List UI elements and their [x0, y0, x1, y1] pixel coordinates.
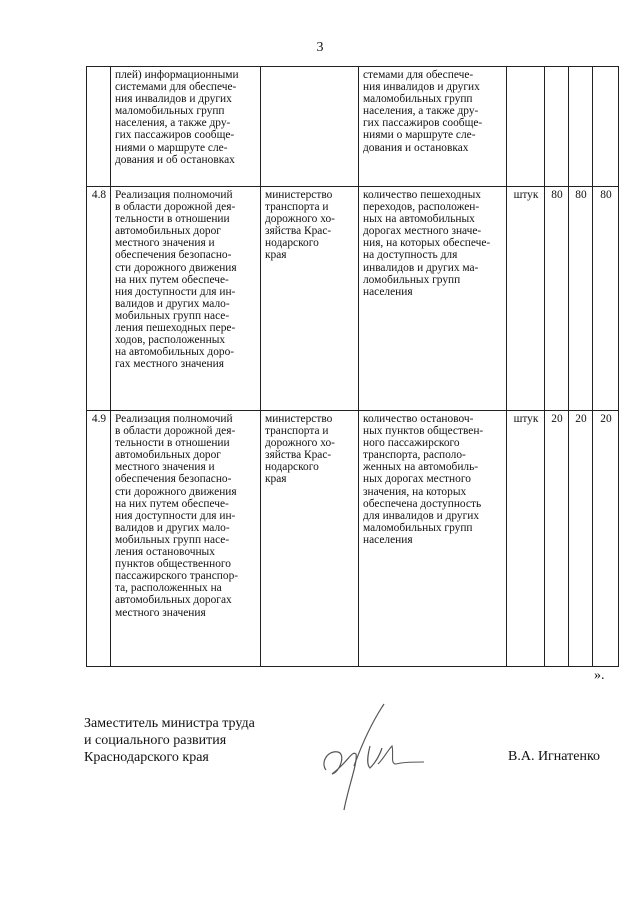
cell-line: на них путем обеспече-	[115, 497, 229, 510]
page-number: 3	[316, 40, 324, 55]
cell-line: населения	[363, 285, 413, 298]
cell-line: в области дорожной дея-	[115, 201, 236, 214]
cell-line: зяйства Крас-	[265, 225, 332, 238]
signer-position-line: и социального развития	[84, 733, 227, 748]
cell-line: министерство	[265, 189, 333, 201]
cell-line: ния инвалидов и других	[363, 81, 480, 94]
executor-cell	[261, 67, 359, 187]
table-row	[87, 411, 619, 667]
cell-line: количество остановоч-	[363, 413, 474, 425]
cell-line: автомобильных дорог	[115, 225, 221, 238]
cell-line: ломобильных групп	[363, 273, 461, 286]
measures-table	[86, 66, 619, 667]
cell-line: автомобильных дорог	[115, 449, 221, 462]
cell-line: валидов и других мало-	[115, 521, 230, 534]
cell-line: транспорта и	[265, 425, 329, 438]
cell-line: плей) информационными	[115, 69, 239, 81]
cell-line: количество пешеходных	[363, 189, 481, 201]
indicator-cell	[359, 187, 507, 411]
cell-line: женных на автомобиль-	[363, 461, 479, 474]
cell-line: местного значения и	[115, 237, 215, 250]
cell-line: нодарского	[265, 237, 319, 250]
cell-line: системами для обеспече-	[115, 81, 237, 94]
cell-line: населения, а также дру-	[363, 105, 479, 118]
cell-line: ниями о маршруте сле-	[363, 129, 476, 142]
measure-name-cell	[111, 187, 261, 411]
cell-line: гих пассажиров сообще-	[363, 117, 483, 130]
cell-line: местного значения и	[115, 461, 215, 474]
cell-line: ния, на которых обеспече-	[363, 237, 491, 250]
executor-cell	[261, 187, 359, 411]
cell-line: мобильных групп насе-	[115, 309, 230, 322]
cell-line: стемами для обеспече-	[363, 69, 474, 81]
cell-line: дорожного хо-	[265, 213, 335, 226]
cell-line: переходов, расположен-	[363, 201, 480, 214]
cell-line: пассажирского транспор-	[115, 570, 239, 583]
cell-line: маломобильных групп	[363, 93, 473, 106]
executor-cell	[261, 411, 359, 667]
cell-line: на автомобильных доро-	[115, 346, 235, 359]
cell-line: населения, а также дру-	[115, 117, 231, 130]
cell-line: ходов, расположенных	[115, 334, 226, 347]
cell-line: в области дорожной дея-	[115, 425, 236, 438]
row-number: 4.9	[87, 411, 111, 667]
handwritten-signature	[318, 692, 428, 820]
cell-line: дования и остановках	[363, 141, 469, 154]
cell-line: ния инвалидов и других	[115, 93, 232, 106]
indicator-cell	[359, 411, 507, 667]
measure-name-cell	[111, 411, 261, 667]
cell-line: маломобильных групп	[115, 105, 225, 118]
measure-name-cell	[111, 67, 261, 187]
cell-line: та, расположенных на	[115, 582, 222, 595]
cell-line: на доступность для	[363, 249, 458, 262]
value-cell: 80	[569, 187, 593, 411]
cell-line: края	[265, 249, 287, 262]
cell-line: зяйства Крас-	[265, 449, 332, 462]
cell-line: валидов и других мало-	[115, 297, 230, 310]
cell-line: края	[265, 473, 287, 486]
signer-position-line: Краснодарского края	[84, 750, 209, 765]
unit-cell	[507, 67, 545, 187]
cell-line: сти дорожного движения	[115, 261, 237, 274]
cell-line: ного пассажирского	[363, 437, 460, 450]
signer-name: В.А. Игнатенко	[508, 749, 601, 764]
value-cell	[593, 67, 619, 187]
value-cell: 20	[593, 411, 619, 667]
cell-line: дорожного хо-	[265, 437, 335, 450]
cell-line: обеспечения безопасно-	[115, 249, 232, 262]
row-number: 4.8	[87, 187, 111, 411]
cell-line: ных на автомобильных	[363, 213, 475, 226]
cell-line: обеспечения безопасно-	[115, 473, 232, 486]
cell-line: ния доступности для ин-	[115, 285, 236, 298]
cell-line: ных дорогах местного	[363, 473, 471, 486]
cell-line: инвалидов и других ма-	[363, 261, 479, 274]
signer-position	[84, 715, 255, 766]
value-cell	[545, 67, 569, 187]
cell-line: ных пунктов обществен-	[363, 425, 484, 438]
indicator-cell	[359, 67, 507, 187]
cell-line: маломобильных групп	[363, 521, 473, 534]
cell-line: сти дорожного движения	[115, 485, 237, 498]
cell-line: обеспечена доступность	[363, 497, 482, 510]
cell-line: ления остановочных	[115, 546, 215, 559]
cell-line: тельности в отношении	[115, 437, 230, 450]
cell-line: тельности в отношении	[115, 213, 230, 226]
cell-line: ниями о маршруте сле-	[115, 141, 228, 154]
cell-line: автомобильных дорогах	[115, 594, 232, 607]
cell-line: дорогах местного значе-	[363, 225, 482, 238]
value-cell: 80	[593, 187, 619, 411]
cell-line: ления пешеходных пере-	[115, 322, 236, 335]
cell-line: значения, на которых	[363, 485, 467, 498]
cell-line: нодарского	[265, 461, 319, 474]
cell-line: пунктов общественного	[115, 558, 231, 571]
unit-cell: штук	[507, 411, 545, 667]
cell-line: дования и об остановках	[115, 153, 235, 166]
table-row	[87, 187, 619, 411]
cell-line: мобильных групп насе-	[115, 533, 230, 546]
cell-line: на них путем обеспече-	[115, 273, 229, 286]
cell-line: населения	[363, 533, 413, 546]
unit-cell: штук	[507, 187, 545, 411]
cell-line: Реализация полномочий	[115, 189, 233, 201]
value-cell: 20	[569, 411, 593, 667]
value-cell: 20	[545, 411, 569, 667]
cell-line: транспорта, располо-	[363, 449, 466, 462]
cell-line: гах местного значения	[115, 358, 224, 371]
cell-line: для инвалидов и других	[363, 509, 480, 522]
table-row	[87, 67, 619, 187]
cell-line: министерство	[265, 413, 333, 425]
signer-position-line: Заместитель министра труда	[84, 716, 255, 731]
cell-line: Реализация полномочий	[115, 413, 233, 425]
measures-table-body	[87, 67, 619, 667]
cell-line: местного значения	[115, 606, 206, 619]
cell-line: гих пассажиров сообще-	[115, 129, 235, 142]
value-cell: 80	[545, 187, 569, 411]
row-number	[87, 67, 111, 187]
closing-quote: ».	[594, 668, 605, 683]
cell-line: ния доступности для ин-	[115, 509, 236, 522]
cell-line: транспорта и	[265, 201, 329, 214]
value-cell	[569, 67, 593, 187]
